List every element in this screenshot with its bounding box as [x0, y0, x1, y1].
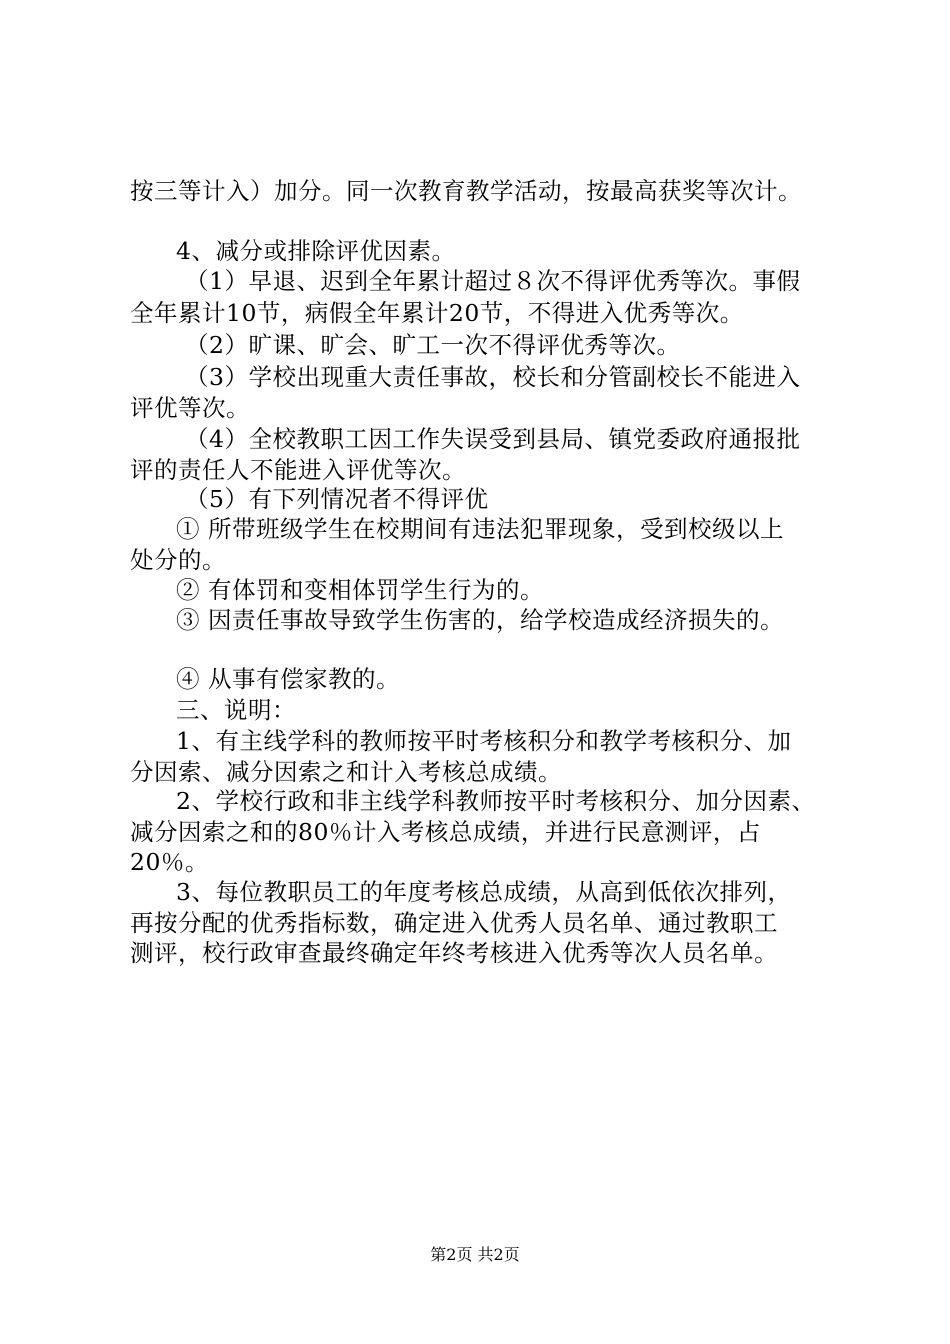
- text-line: 评优等次。: [130, 394, 250, 422]
- text-line: 处分的。: [130, 546, 226, 574]
- text-line: 20％。: [130, 848, 209, 876]
- list-item: ④ 从事有偿家教的。: [176, 665, 400, 693]
- list-item: ② 有体罚和变相体罚学生行为的。: [176, 576, 544, 604]
- text-line: （5）有下列情况者不得评优: [185, 485, 489, 513]
- text-line: 按三等计入）加分。同一次教育教学活动，按最高获奖等次计。: [130, 177, 802, 205]
- text-line: 减分因索之和的80％计入考核总成绩，并进行民意测评，占: [130, 818, 761, 846]
- text-line: 分因索、减分因索之和计入考核总成绩。: [130, 758, 562, 786]
- text-line: 3、每位教职员工的年度考核总成绩，从高到低依次排列，: [176, 878, 792, 906]
- text-line: 2、学校行政和非主线学科教师按平时考核积分、加分因素、: [176, 787, 816, 815]
- section-heading: 三、说明：: [176, 696, 296, 724]
- page-number-footer: 第2页 共2页: [430, 1245, 520, 1264]
- text-line: 全年累计10节，病假全年累计20节，不得进入优秀等次。: [130, 299, 744, 327]
- text-line: （2）旷课、旷会、旷工一次不得评优秀等次。: [185, 331, 681, 359]
- list-item: ① 所带班级学生在校期间有违法犯罪现象，受到校级以上: [176, 515, 784, 543]
- text-line: （3）学校出现重大责任事故，校长和分管副校长不能进入: [185, 363, 801, 391]
- text-line: 测评，校行政审查最终确定年终考核进入优秀等次人员名单。: [130, 939, 778, 967]
- text-line: （4）全校教职工因工作失误受到县局、镇党委政府通报批: [185, 425, 801, 453]
- list-item: ③ 因责任事故导致学生伤害的，给学校造成经济损失的。: [176, 606, 784, 634]
- section-heading: 4、减分或排除评优因素。: [176, 237, 456, 265]
- text-line: 评的责任人不能进入评优等次。: [130, 456, 466, 484]
- text-line: 1、有主线学科的教师按平时考核积分和教学考核积分、加: [176, 727, 792, 755]
- text-line: 再按分配的优秀指标数，确定进入优秀人员名单、通过教职工: [130, 909, 778, 937]
- text-line: （1）早退、迟到全年累计超过８次不得评优秀等次。事假: [185, 267, 801, 295]
